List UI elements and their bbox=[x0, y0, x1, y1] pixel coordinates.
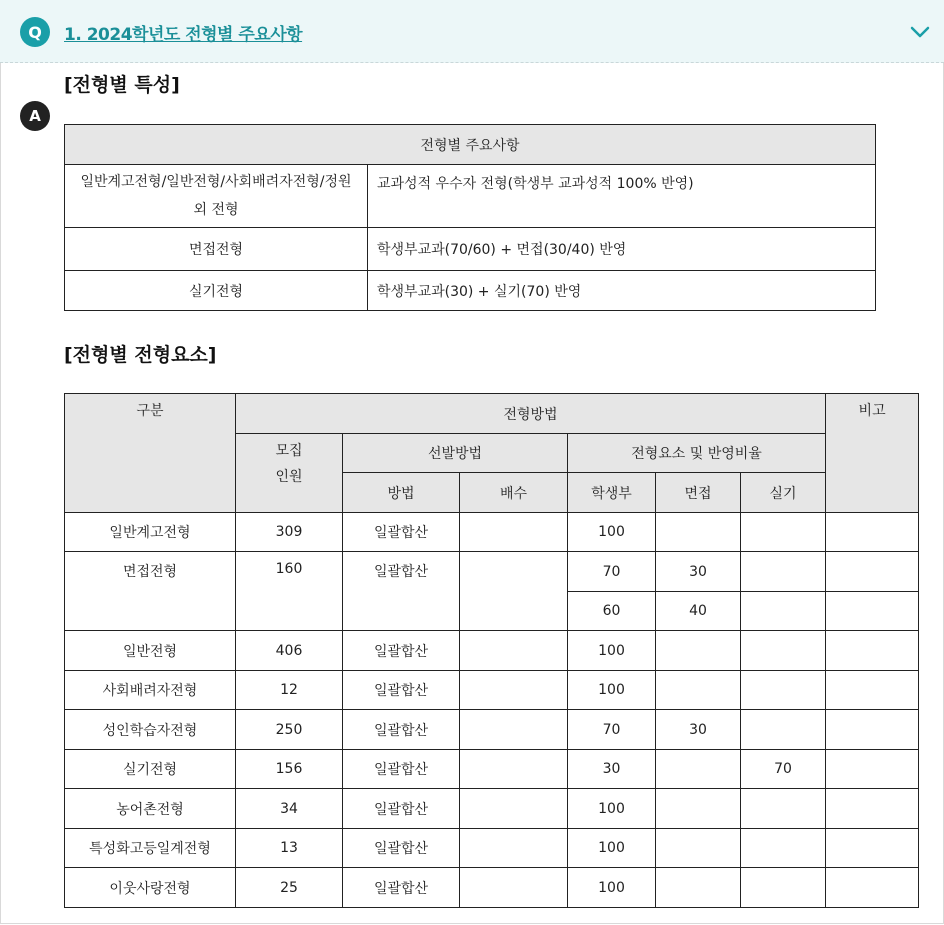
cell-interview bbox=[656, 868, 741, 908]
cell-remarks bbox=[826, 631, 919, 671]
table-row bbox=[65, 868, 919, 908]
table-cell-type bbox=[65, 165, 368, 228]
table-row bbox=[65, 552, 919, 592]
cell-method: 일괄합산 bbox=[343, 789, 460, 829]
cell-remarks bbox=[826, 592, 919, 631]
cell-interview bbox=[656, 750, 741, 789]
cell-multiple bbox=[460, 829, 568, 868]
cell-multiple bbox=[460, 710, 568, 750]
header-record: 학생부 bbox=[568, 473, 656, 513]
header-selection: 선발방법 bbox=[343, 434, 568, 473]
cell-interview bbox=[656, 631, 741, 671]
table-cell-desc: 교과성적 우수자 전형(학생부 교과성적 100% 반영) bbox=[368, 165, 876, 228]
cell-name: 일반전형 bbox=[65, 631, 236, 671]
cell-name: 면접전형 bbox=[65, 552, 236, 631]
cell-multiple bbox=[460, 750, 568, 789]
cell-count: 406 bbox=[236, 631, 343, 671]
cell-count: 13 bbox=[236, 829, 343, 868]
cell-record: 70 bbox=[568, 552, 656, 592]
cell-remarks bbox=[826, 750, 919, 789]
cell-remarks bbox=[826, 552, 919, 592]
cell-count: 12 bbox=[236, 671, 343, 710]
cell-interview: 40 bbox=[656, 592, 741, 631]
cell-multiple bbox=[460, 868, 568, 908]
cell-remarks bbox=[826, 710, 919, 750]
cell-name: 일반계고전형 bbox=[65, 513, 236, 552]
cell-method: 일괄합산 bbox=[343, 671, 460, 710]
table-cell-desc: 학생부교과(70/60) + 면접(30/40) 반영 bbox=[368, 228, 876, 271]
cell-name: 농어촌전형 bbox=[65, 789, 236, 829]
header-multiple: 배수 bbox=[460, 473, 568, 513]
question-title-link[interactable]: 1. 2024학년도 전형별 주요사항 bbox=[64, 25, 303, 45]
cell-interview bbox=[656, 789, 741, 829]
cell-method: 일괄합산 bbox=[343, 829, 460, 868]
cell-multiple bbox=[460, 631, 568, 671]
cell-practical bbox=[741, 552, 826, 592]
cell-count: 34 bbox=[236, 789, 343, 829]
table-cell-type: 실기전형 bbox=[65, 271, 368, 311]
cell-remarks bbox=[826, 789, 919, 829]
table-header: 전형별 주요사항 bbox=[65, 125, 876, 165]
cell-name: 성인학습자전형 bbox=[65, 710, 236, 750]
cell-interview: 30 bbox=[656, 710, 741, 750]
cell-name: 실기전형 bbox=[65, 750, 236, 789]
table-row bbox=[65, 750, 919, 789]
cell-multiple bbox=[460, 671, 568, 710]
cell-record: 100 bbox=[568, 868, 656, 908]
cell-multiple bbox=[460, 789, 568, 829]
cell-multiple bbox=[460, 513, 568, 552]
answer-badge: A bbox=[20, 101, 50, 131]
cell-name: 특성화고등일계전형 bbox=[65, 829, 236, 868]
table-cell-desc: 학생부교과(30) + 실기(70) 반영 bbox=[368, 271, 876, 311]
header-category: 구분 bbox=[65, 394, 236, 513]
cell-record: 100 bbox=[568, 513, 656, 552]
cell-method: 일괄합산 bbox=[343, 552, 460, 631]
table-row bbox=[65, 513, 919, 552]
cell-practical bbox=[741, 829, 826, 868]
cell-practical bbox=[741, 631, 826, 671]
cell-interview bbox=[656, 671, 741, 710]
cell-name: 사회배려자전형 bbox=[65, 671, 236, 710]
cell-record: 70 bbox=[568, 710, 656, 750]
header-method: 방법 bbox=[343, 473, 460, 513]
chevron-down-icon[interactable] bbox=[908, 20, 932, 44]
cell-record: 100 bbox=[568, 829, 656, 868]
cell-practical: 70 bbox=[741, 750, 826, 789]
cell-interview bbox=[656, 513, 741, 552]
cell-multiple bbox=[460, 552, 568, 631]
cell-remarks bbox=[826, 829, 919, 868]
cell-method: 일괄합산 bbox=[343, 868, 460, 908]
cell-practical bbox=[741, 789, 826, 829]
cell-practical bbox=[741, 671, 826, 710]
cell-name: 이웃사랑전형 bbox=[65, 868, 236, 908]
cell-remarks bbox=[826, 513, 919, 552]
cell-method: 일괄합산 bbox=[343, 750, 460, 789]
cell-interview bbox=[656, 829, 741, 868]
type-name: 일반계고전형/일반전형/사회배려자전형/정원외 전형 bbox=[80, 174, 352, 218]
question-header[interactable] bbox=[0, 0, 944, 63]
cell-record: 100 bbox=[568, 789, 656, 829]
table-row bbox=[65, 789, 919, 829]
cell-record: 100 bbox=[568, 671, 656, 710]
cell-practical bbox=[741, 710, 826, 750]
cell-method: 일괄합산 bbox=[343, 513, 460, 552]
cell-record: 100 bbox=[568, 631, 656, 671]
cell-practical bbox=[741, 868, 826, 908]
table-row bbox=[65, 631, 919, 671]
cell-practical bbox=[741, 513, 826, 552]
cell-count: 250 bbox=[236, 710, 343, 750]
header-practical: 실기 bbox=[741, 473, 826, 513]
header-recruit: 모집 인원 bbox=[236, 434, 343, 513]
cell-method: 일괄합산 bbox=[343, 710, 460, 750]
header-interview: 면접 bbox=[656, 473, 741, 513]
header-remarks: 비고 bbox=[826, 394, 919, 513]
cell-remarks bbox=[826, 868, 919, 908]
header-method-group: 전형방법 bbox=[236, 394, 826, 434]
section-heading-elements: [전형별 전형요소] bbox=[64, 344, 217, 366]
section-heading-characteristics: [전형별 특성] bbox=[64, 74, 180, 96]
table-row bbox=[65, 710, 919, 750]
cell-interview: 30 bbox=[656, 552, 741, 592]
cell-record: 60 bbox=[568, 592, 656, 631]
elements-table bbox=[64, 393, 919, 908]
cell-record: 30 bbox=[568, 750, 656, 789]
cell-count: 25 bbox=[236, 868, 343, 908]
header-elements: 전형요소 및 반영비율 bbox=[568, 434, 826, 473]
cell-method: 일괄합산 bbox=[343, 631, 460, 671]
table-cell-type: 면접전형 bbox=[65, 228, 368, 271]
cell-count: 160 bbox=[236, 552, 343, 631]
question-badge: Q bbox=[20, 17, 50, 47]
table-row bbox=[65, 829, 919, 868]
characteristics-table bbox=[64, 124, 876, 311]
cell-count: 156 bbox=[236, 750, 343, 789]
cell-practical bbox=[741, 592, 826, 631]
cell-count: 309 bbox=[236, 513, 343, 552]
table-row bbox=[65, 671, 919, 710]
cell-remarks bbox=[826, 671, 919, 710]
